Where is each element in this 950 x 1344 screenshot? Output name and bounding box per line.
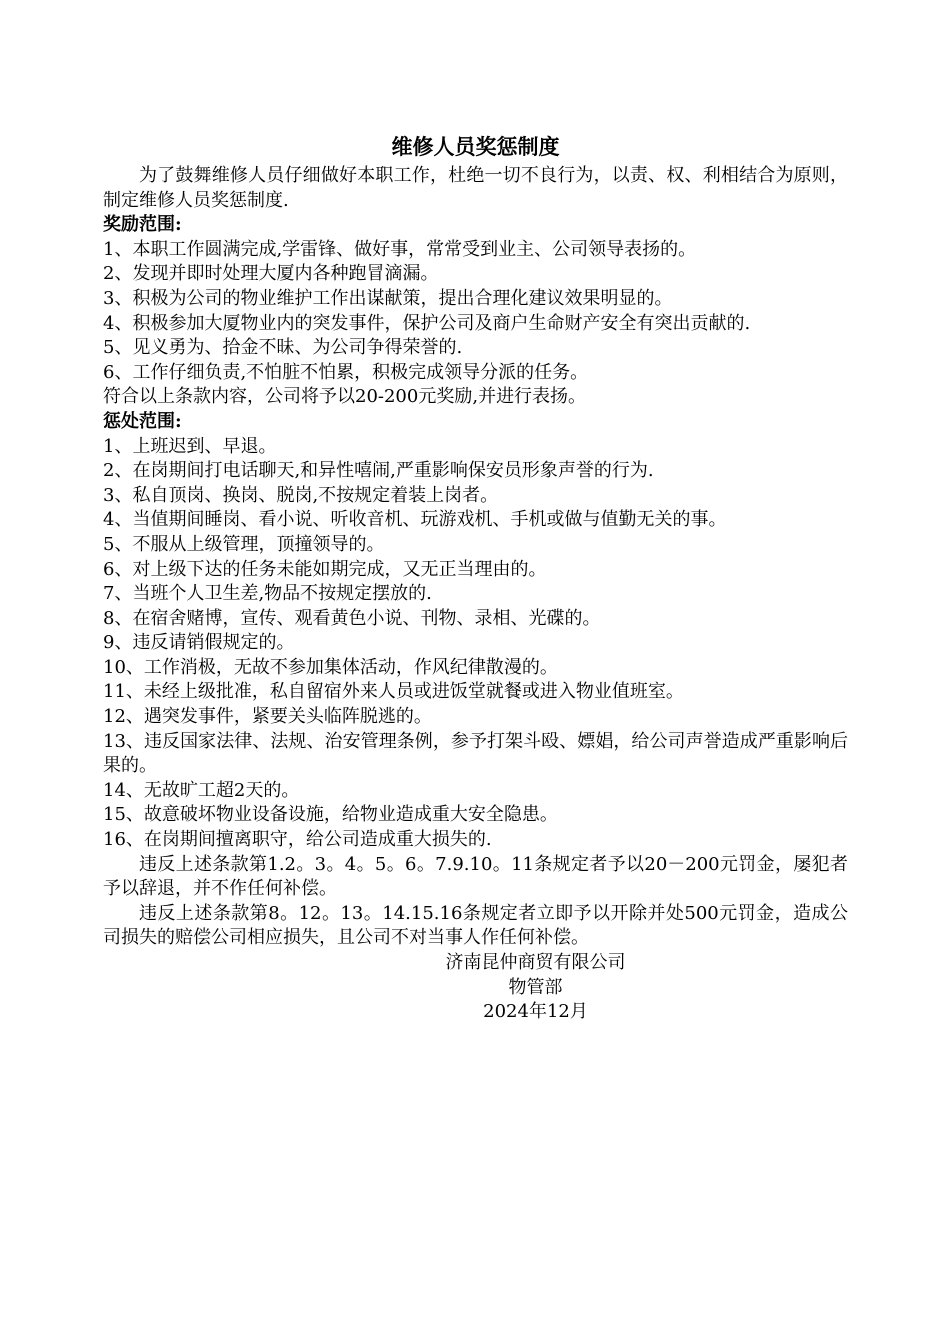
signature-company: 济南昆仲商贸有限公司 — [445, 952, 626, 973]
list-item: 12、遇突发事件，紧要关头临阵脱逃的。 — [103, 706, 432, 728]
list-item: 1、本职工作圆满完成,学雷锋、做好事，常常受到业主、公司领导表扬的。 — [103, 238, 697, 260]
list-item: 1、上班迟到、早退。 — [103, 435, 277, 457]
document-page — [103, 132, 848, 1025]
list-item: 6、工作仔细负责,不怕脏不怕累，积极完成领导分派的任务。 — [103, 361, 589, 383]
reward-summary: 符合以上条款内容，公司将予以20-200元奖励,并进行表扬。 — [103, 386, 587, 408]
intro-paragraph: 为了鼓舞维修人员仔细做好本职工作，杜绝一切不良行为，以责、权、利相结合为原则，制定维修人员奖惩制度. — [103, 165, 848, 211]
signature-department: 物管部 — [508, 976, 563, 998]
list-item: 5、不服从上级管理，顶撞领导的。 — [103, 533, 385, 555]
penalty-rule-2: 违反上述条款第8。12。13。14.15.16条规定者立即予以开除并处500元罚金，造成公司损失的赔偿公司相应损失，且公司不对当事人作任何补偿。 — [103, 902, 848, 949]
list-item: 13、违反国家法律、法规、治安管理条例，参予打架斗殴、嫖娼，给公司声誉造成严重影响后果的。 — [103, 730, 848, 777]
list-item: 6、对上级下达的任务未能如期完成，又无正当理由的。 — [103, 558, 547, 580]
list-item: 14、无故旷工超2天的。 — [103, 779, 300, 801]
list-item: 11、未经上级批准，私自留宿外来人员或进饭堂就餐或进入物业值班室。 — [103, 681, 684, 703]
list-item: 2、发现并即时处理大厦内各种跑冒滴漏。 — [103, 263, 439, 285]
reward-list — [103, 238, 848, 386]
signature-date: 2024年12月 — [483, 1001, 588, 1023]
document-title: 维修人员奖惩制度 — [391, 135, 560, 159]
list-item: 8、在宿舍赌博，宣传、观看黄色小说、刊物、录相、光碟的。 — [103, 607, 601, 629]
list-item: 4、当值期间睡岗、看小说、听收音机、玩游戏机、手机或做与值勤无关的事。 — [103, 509, 727, 531]
list-item: 16、在岗期间擅离职守，给公司造成重大损失的. — [103, 829, 492, 851]
penalty-heading: 惩处范围: — [103, 410, 182, 432]
reward-heading: 奖励范围: — [103, 214, 182, 236]
list-item: 15、故意破坏物业设备设施，给物业造成重大安全隐患。 — [103, 804, 558, 826]
list-item: 4、积极参加大厦物业内的突发事件，保护公司及商户生命财产安全有突出贡献的. — [103, 312, 751, 334]
list-item: 2、在岗期间打电话聊天,和异性嘻闹,严重影响保安员形象声誉的行为. — [103, 460, 654, 482]
list-item: 3、私自顶岗、换岗、脱岗,不按规定着装上岗者。 — [103, 484, 499, 506]
penalty-list — [103, 435, 848, 853]
list-item: 7、当班个人卫生差,物品不按规定摆放的. — [103, 583, 432, 605]
penalty-rule-1: 违反上述条款第1.2。3。4。5。6。7.9.10。11条规定者予以20－200元罚金，屡犯者予以辞退，并不作任何补偿。 — [103, 853, 848, 900]
list-item: 10、工作消极，无故不参加集体活动，作风纪律散漫的。 — [103, 656, 558, 678]
list-item: 5、见义勇为、拾金不昧、为公司争得荣誉的. — [103, 337, 463, 359]
list-item: 9、违反请销假规定的。 — [103, 632, 295, 654]
list-item: 3、积极为公司的物业维护工作出谋献策，提出合理化建议效果明显的。 — [103, 287, 673, 309]
